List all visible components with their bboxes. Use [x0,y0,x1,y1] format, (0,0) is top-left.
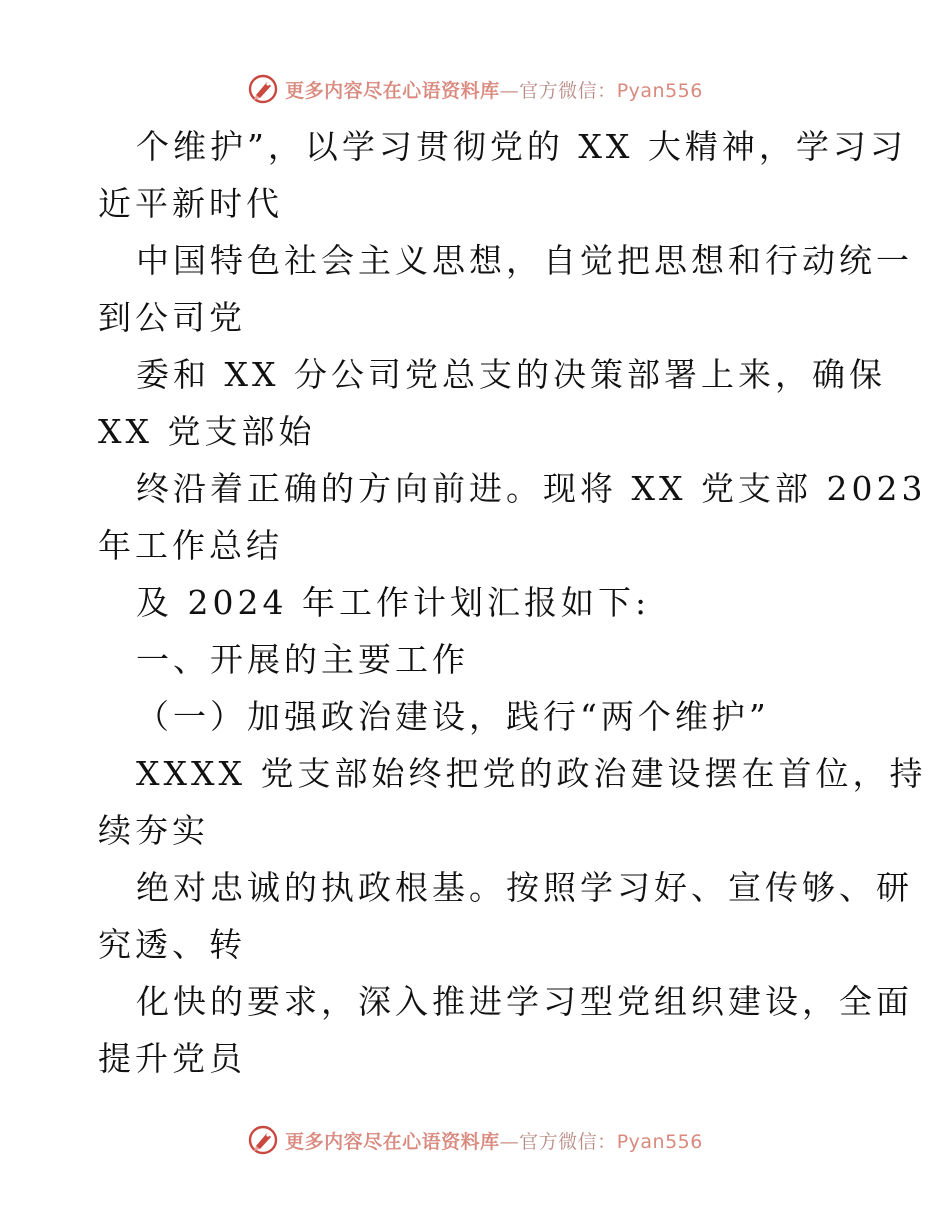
text-line: 绝对忠诚的执政根基。按照学习好、宣传够、研 [136,868,913,907]
text-line: XX 党支部始 [98,412,316,451]
watermark-brand: 更多内容尽在心语资料库 [285,1130,500,1153]
text-line: 近平新时代 [98,184,283,223]
watermark-footer [0,1123,950,1157]
watermark-brand: 更多内容尽在心语资料库 [285,79,500,102]
text-line: 提升党员 [98,1039,246,1078]
text-line: 化快的要求，深入推进学习型党组织建设，全面 [136,982,913,1021]
watermark-wechat-label: 官方微信： [519,79,617,102]
text-line: XXXX 党支部始终把党的政治建设摆在首位，持 [136,754,927,793]
text-line: 究透、转 [98,925,246,964]
watermark-dash: — [499,79,520,102]
watermark-dash: — [499,1130,520,1153]
text-line: 个维护”，以学习贯彻党的 XX 大精神，学习习 [136,127,907,166]
section-heading: 一、开展的主要工作 [136,640,469,679]
watermark-text [285,76,703,103]
text-line: 中国特色社会主义思想，自觉把思想和行动统一 [136,241,913,280]
watermark-wechat-label: 官方微信： [519,1130,617,1153]
text-line: 委和 XX 分公司党总支的决策部署上来，确保 [136,355,886,394]
text-line: 及 2024 年工作计划汇报如下: [136,583,651,622]
document-body [98,118,927,1087]
subsection-heading: （一）加强政治建设，践行“两个维护” [136,697,770,736]
text-line: 年工作总结 [98,526,283,565]
pen-logo-icon [247,73,279,105]
text-line: 到公司党 [98,298,246,337]
watermark-text [285,1127,703,1154]
pen-logo-icon [247,1124,279,1156]
watermark-wechat-id: Pyan556 [616,1130,703,1153]
watermark-wechat-id: Pyan556 [616,79,703,102]
text-line: 终沿着正确的方向前进。现将 XX 党支部 2023 [136,469,927,508]
watermark-header [0,72,950,106]
text-line: 续夯实 [98,811,209,850]
